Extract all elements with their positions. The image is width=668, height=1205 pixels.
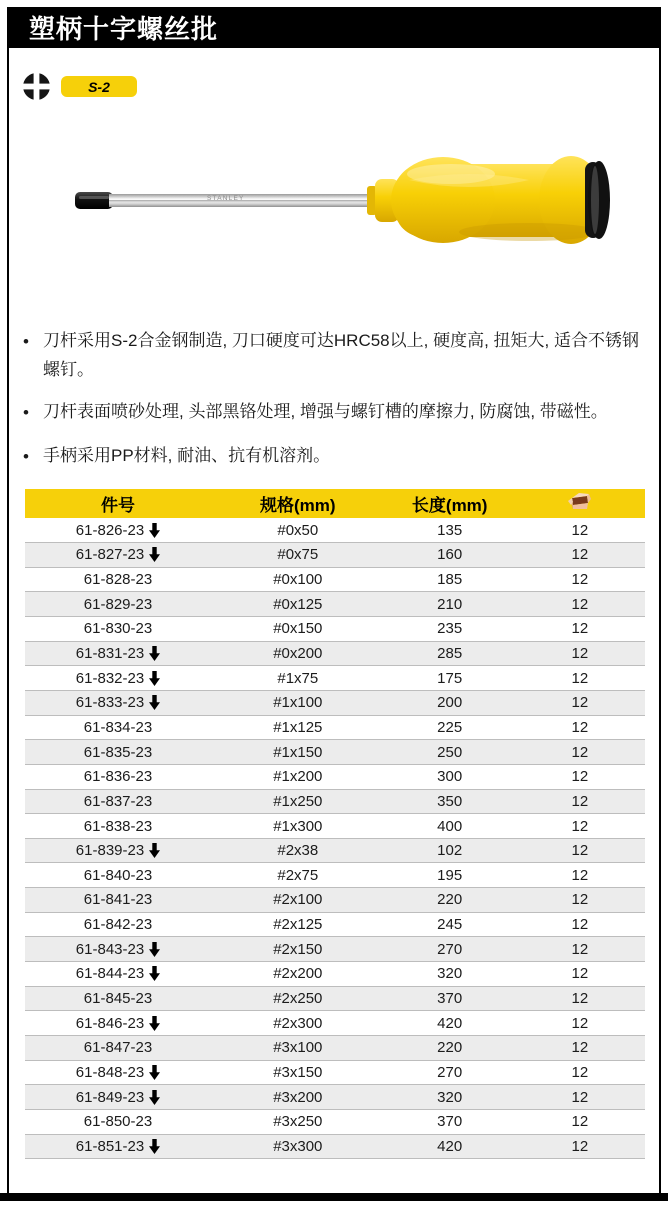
col-header-spec: 规格(mm) [211, 489, 385, 518]
length-cell: 300 [385, 764, 515, 789]
down-arrow-icon [149, 942, 160, 957]
part-number: 61-834-23 [83, 718, 153, 736]
table-row [25, 1060, 645, 1085]
table-row [25, 1011, 645, 1036]
table-row [25, 740, 645, 765]
qty-cell: 12 [515, 567, 645, 592]
qty-cell: 12 [515, 912, 645, 937]
part-number: 61-827-23 [75, 546, 145, 564]
table-row [25, 789, 645, 814]
down-arrow-icon [149, 1016, 160, 1031]
table-row [25, 715, 645, 740]
spec-cell: #3x200 [211, 1085, 385, 1110]
part-number: 61-837-23 [83, 792, 153, 810]
length-cell: 400 [385, 814, 515, 839]
content-frame [7, 48, 661, 1193]
table-row [25, 617, 645, 642]
part-cell [76, 1016, 160, 1031]
feature-item-2 [23, 397, 645, 427]
spec-cell: #1x150 [211, 740, 385, 765]
spec-cell: #0x75 [211, 543, 385, 568]
qty-cell: 12 [515, 863, 645, 888]
part-number: 61-843-23 [75, 940, 145, 958]
spec-cell: #1x200 [211, 764, 385, 789]
feature-text: 手柄采用PP材料, 耐油、抗有机溶剂。 [43, 445, 331, 465]
part-number: 61-831-23 [75, 645, 145, 663]
part-number: 61-840-23 [83, 866, 153, 884]
spec-cell: #3x100 [211, 1035, 385, 1060]
qty-cell: 12 [515, 789, 645, 814]
down-arrow-icon [149, 843, 160, 858]
table-row [25, 838, 645, 863]
table-header-row [25, 489, 645, 518]
feature-list [23, 326, 645, 484]
part-number: 61-838-23 [83, 817, 153, 835]
down-arrow-icon [149, 671, 160, 686]
bullet-icon: • [23, 403, 29, 423]
part-cell [84, 917, 152, 932]
table-row [25, 666, 645, 691]
part-cell [84, 892, 152, 907]
qty-cell: 12 [515, 764, 645, 789]
length-cell: 200 [385, 690, 515, 715]
part-cell [76, 1090, 160, 1105]
part-cell [76, 671, 160, 686]
part-cell [84, 720, 152, 735]
part-cell [76, 942, 160, 957]
spec-cell: #0x150 [211, 617, 385, 642]
page-title: 塑柄十字螺丝批 [29, 14, 219, 44]
spec-cell: #2x250 [211, 986, 385, 1011]
table-row [25, 592, 645, 617]
screwdriver-shaft [109, 194, 391, 207]
part-cell [84, 769, 152, 784]
part-cell [76, 1139, 160, 1154]
qty-cell: 12 [515, 1060, 645, 1085]
spec-cell: #2x200 [211, 962, 385, 987]
shaft-brand-text: STANLEY [207, 195, 245, 202]
qty-cell: 12 [515, 1134, 645, 1159]
qty-cell: 12 [515, 814, 645, 839]
spec-cell: #1x125 [211, 715, 385, 740]
feature-item-1 [23, 326, 645, 384]
spec-cell: #1x75 [211, 666, 385, 691]
phillips-cross-icon [22, 72, 51, 101]
feature-text: 刀杆采用S-2合金钢制造, 刀口硬度可达HRC58以上, 硬度高, 扭矩大, 适合不锈钢螺钉。 [43, 331, 639, 380]
table-row [25, 764, 645, 789]
col-header-part-number: 件号 [25, 489, 211, 518]
part-cell [76, 695, 160, 710]
table-row [25, 1035, 645, 1060]
part-cell [84, 621, 152, 636]
box-icon [568, 492, 591, 510]
length-cell: 220 [385, 1035, 515, 1060]
part-cell [76, 1065, 160, 1080]
table-row [25, 888, 645, 913]
table-row [25, 543, 645, 568]
part-cell [84, 819, 152, 834]
qty-cell: 12 [515, 592, 645, 617]
col-header-pack-qty [515, 489, 645, 518]
length-cell: 210 [385, 592, 515, 617]
part-cell [76, 523, 160, 538]
qty-cell: 12 [515, 1035, 645, 1060]
part-cell [84, 794, 152, 809]
parts-table [25, 489, 645, 1159]
part-number: 61-832-23 [75, 669, 145, 687]
length-cell: 285 [385, 641, 515, 666]
part-number: 61-835-23 [83, 743, 153, 761]
part-number: 61-845-23 [83, 989, 153, 1007]
table-row [25, 1134, 645, 1159]
length-cell: 370 [385, 986, 515, 1011]
part-cell [84, 745, 152, 760]
qty-cell: 12 [515, 1011, 645, 1036]
qty-cell: 12 [515, 690, 645, 715]
spec-cell: #0x50 [211, 518, 385, 543]
spec-cell: #2x300 [211, 1011, 385, 1036]
table-row [25, 567, 645, 592]
screwdriver-handle [367, 156, 603, 244]
down-arrow-icon [149, 523, 160, 538]
part-number: 61-829-23 [83, 595, 153, 613]
spec-cell: #0x100 [211, 567, 385, 592]
product-image-screwdriver [59, 140, 624, 325]
part-cell [84, 572, 152, 587]
qty-cell: 12 [515, 715, 645, 740]
spec-cell: #3x150 [211, 1060, 385, 1085]
table-row [25, 986, 645, 1011]
feature-text: 刀杆表面喷砂处理, 头部黑铬处理, 增强与螺钉槽的摩擦力, 防腐蚀, 带磁性。 [43, 402, 608, 422]
table-row [25, 962, 645, 987]
table-row [25, 863, 645, 888]
part-cell [76, 843, 160, 858]
part-number: 61-844-23 [75, 965, 145, 983]
length-cell: 370 [385, 1109, 515, 1134]
length-cell: 175 [385, 666, 515, 691]
screwdriver-tip [75, 192, 113, 209]
part-cell [76, 646, 160, 661]
down-arrow-icon [149, 1065, 160, 1080]
length-cell: 195 [385, 863, 515, 888]
part-number: 61-841-23 [83, 891, 153, 909]
table-row [25, 1109, 645, 1134]
part-number: 61-839-23 [75, 842, 145, 860]
part-cell [84, 597, 152, 612]
length-cell: 235 [385, 617, 515, 642]
length-cell: 350 [385, 789, 515, 814]
qty-cell: 12 [515, 1085, 645, 1110]
part-number: 61-847-23 [83, 1039, 153, 1057]
part-cell [76, 966, 160, 981]
qty-cell: 12 [515, 888, 645, 913]
qty-cell: 12 [515, 740, 645, 765]
spec-cell: #3x300 [211, 1134, 385, 1159]
spec-cell: #1x300 [211, 814, 385, 839]
part-number: 61-849-23 [75, 1088, 145, 1106]
down-arrow-icon [149, 547, 160, 562]
length-cell: 185 [385, 567, 515, 592]
bullet-icon: • [23, 332, 29, 351]
qty-cell: 12 [515, 666, 645, 691]
spec-cell: #0x200 [211, 641, 385, 666]
table-row [25, 912, 645, 937]
part-number: 61-848-23 [75, 1063, 145, 1081]
part-cell [84, 868, 152, 883]
down-arrow-icon [149, 1090, 160, 1105]
table-row [25, 1085, 645, 1110]
qty-cell: 12 [515, 962, 645, 987]
length-cell: 225 [385, 715, 515, 740]
steel-grade-badge [61, 76, 137, 97]
part-number: 61-826-23 [75, 521, 145, 539]
spec-cell: #2x150 [211, 937, 385, 962]
down-arrow-icon [149, 646, 160, 661]
length-cell: 320 [385, 1085, 515, 1110]
bottom-bar [0, 1193, 668, 1201]
spec-cell: #0x125 [211, 592, 385, 617]
table-row [25, 518, 645, 543]
spec-cell: #1x250 [211, 789, 385, 814]
qty-cell: 12 [515, 641, 645, 666]
length-cell: 160 [385, 543, 515, 568]
qty-cell: 12 [515, 838, 645, 863]
table-row [25, 937, 645, 962]
spec-cell: #1x100 [211, 690, 385, 715]
spec-cell: #2x75 [211, 863, 385, 888]
qty-cell: 12 [515, 937, 645, 962]
table-row [25, 814, 645, 839]
qty-cell: 12 [515, 1109, 645, 1134]
length-cell: 270 [385, 1060, 515, 1085]
part-number: 61-836-23 [83, 768, 153, 786]
handle-end-cap [585, 161, 610, 239]
part-cell [84, 1114, 152, 1129]
spec-cell: #2x38 [211, 838, 385, 863]
length-cell: 420 [385, 1134, 515, 1159]
qty-cell: 12 [515, 543, 645, 568]
qty-cell: 12 [515, 986, 645, 1011]
part-cell [84, 991, 152, 1006]
spec-cell: #3x250 [211, 1109, 385, 1134]
feature-item-3 [23, 441, 645, 471]
qty-cell: 12 [515, 518, 645, 543]
down-arrow-icon [149, 1139, 160, 1154]
length-cell: 250 [385, 740, 515, 765]
length-cell: 320 [385, 962, 515, 987]
part-number: 61-846-23 [75, 1014, 145, 1032]
length-cell: 420 [385, 1011, 515, 1036]
table-row [25, 690, 645, 715]
part-number: 61-833-23 [75, 694, 145, 712]
length-cell: 220 [385, 888, 515, 913]
down-arrow-icon [149, 966, 160, 981]
qty-cell: 12 [515, 617, 645, 642]
parts-table-body [25, 518, 645, 1159]
part-cell [84, 1040, 152, 1055]
part-number: 61-850-23 [83, 1113, 153, 1131]
col-header-length: 长度(mm) [385, 489, 515, 518]
part-cell [76, 547, 160, 562]
length-cell: 245 [385, 912, 515, 937]
down-arrow-icon [149, 695, 160, 710]
bullet-icon: • [23, 446, 29, 466]
spec-cell: #2x125 [211, 912, 385, 937]
part-number: 61-851-23 [75, 1137, 145, 1155]
page-title-bar [7, 7, 661, 48]
steel-grade-label: S-2 [88, 78, 110, 95]
part-number: 61-842-23 [83, 916, 153, 934]
part-number: 61-830-23 [83, 620, 153, 638]
length-cell: 270 [385, 937, 515, 962]
part-number: 61-828-23 [83, 571, 153, 589]
badge-row [22, 72, 137, 101]
length-cell: 135 [385, 518, 515, 543]
length-cell: 102 [385, 838, 515, 863]
table-row [25, 641, 645, 666]
spec-cell: #2x100 [211, 888, 385, 913]
